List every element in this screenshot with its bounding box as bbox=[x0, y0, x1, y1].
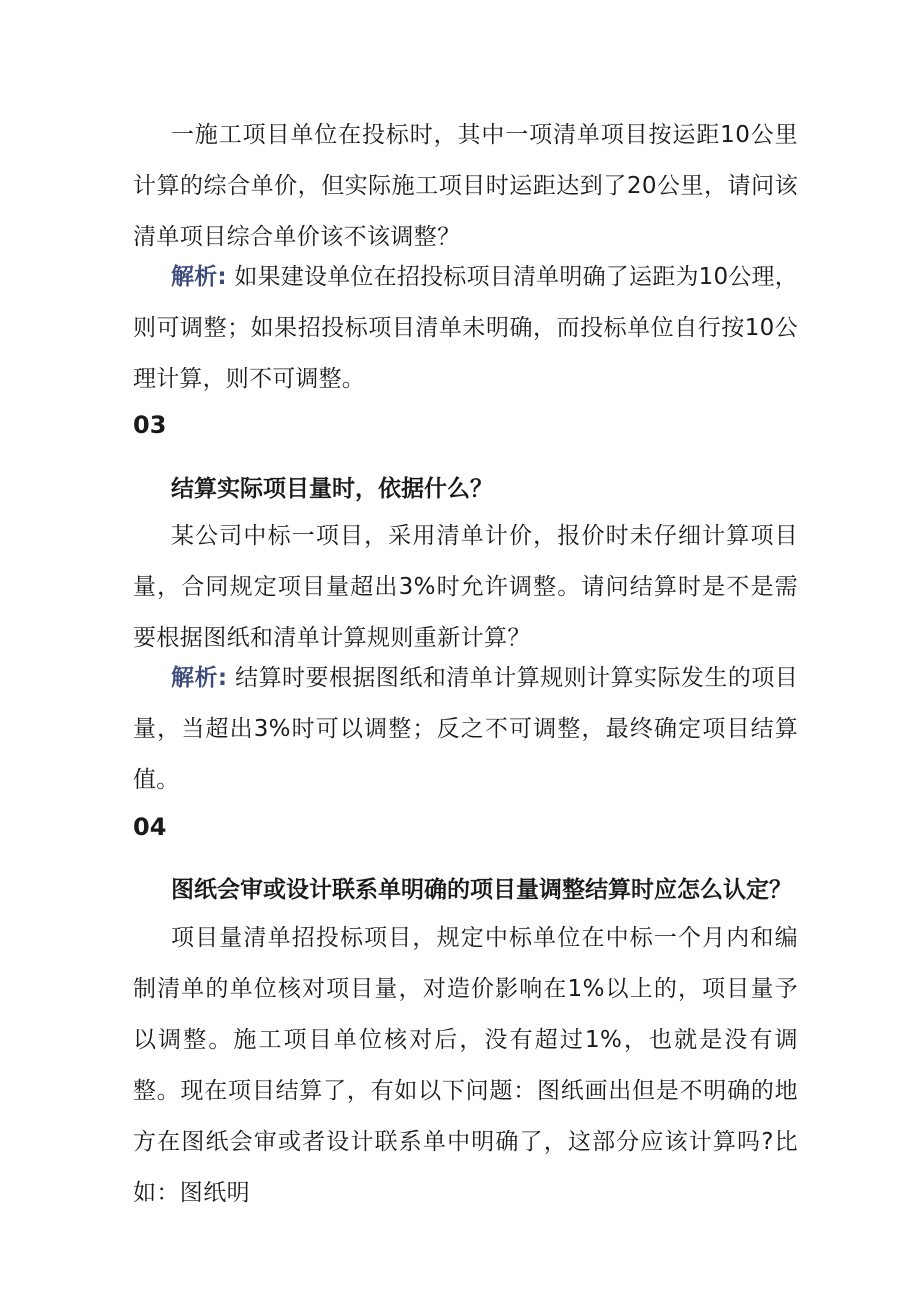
analysis-label: 解析: bbox=[171, 665, 228, 691]
analysis-label: 解析: bbox=[171, 264, 227, 290]
section-number-03: 03 bbox=[133, 411, 167, 439]
question-paragraph-2: 某公司中标一项目，采用清单计价，报价时未仔细计算项目量，合同规定项目量超出3%时允许调整。请问结算时是不是需要根据图纸和清单计算规则重新计算？ bbox=[133, 523, 798, 651]
analysis-text: 如果建设单位在招投标项目清单明确了运距为10公理，则可调整；如果招投标项目清单未明确，而投标单位自行按10公理计算，则不可调整。 bbox=[133, 264, 798, 392]
analysis-paragraph-2 bbox=[133, 653, 798, 806]
question-paragraph-1: 一施工项目单位在投标时，其中一项清单项目按运距10公里计算的综合单价，但实际施工项目时运距达到了20公里，请问该清单项目综合单价该不该调整？ bbox=[133, 122, 798, 250]
analysis-text: 结算时要根据图纸和清单计算规则计算实际发生的项目量，当超出3%时可以调整；反之不可调整，最终确定项目结算值。 bbox=[133, 665, 798, 793]
section-heading-03: 结算实际项目量时，依据什么？ bbox=[171, 476, 493, 502]
analysis-paragraph-1 bbox=[133, 252, 798, 405]
section-heading-04: 图纸会审或设计联系单明确的项目量调整结算时应怎么认定？ bbox=[171, 877, 792, 903]
question-paragraph-3: 项目量清单招投标项目，规定中标单位在中标一个月内和编制清单的单位核对项目量，对造价影响在1%以上的，项目量予以调整。施工项目单位核对后，没有超过1%，也就是没有调整。现在项目结算了，有如以下问题：图纸画出但是不明确的地方在图纸会审或者设计联系单中明确了，这部分应该计算吗?比如：图纸明 bbox=[133, 925, 798, 1206]
section-number-04: 04 bbox=[133, 813, 167, 841]
